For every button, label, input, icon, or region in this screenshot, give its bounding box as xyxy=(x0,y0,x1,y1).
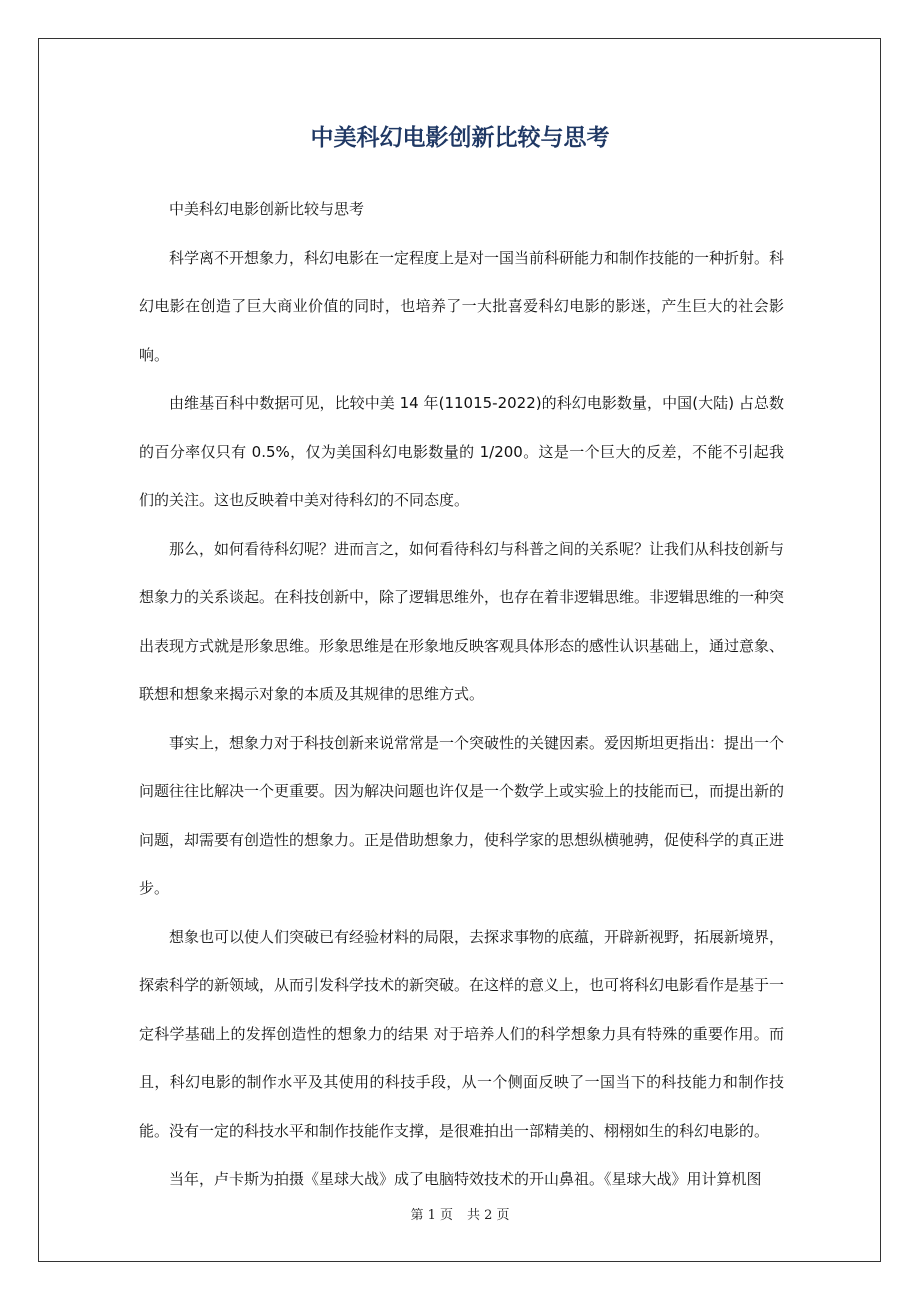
paragraph-4: 事实上，想象力对于科技创新来说常常是一个突破性的关键因素。爱因斯坦更指出：提出一个问题往往比解决一个更重要。因为解决问题也许仅是一个数学上或实验上的技能而已，而提出新的问题，却需要有创造性的想象力。正是借助想象力，使科学家的思想纵横驰骋，促使科学的真正进步。 xyxy=(139,733,785,897)
page-number: 第 1 页 xyxy=(410,1208,453,1223)
page-total: 共 2 页 xyxy=(467,1208,510,1223)
paragraph-5: 想象也可以使人们突破已有经验材料的局限，去探求事物的底蕴，开辟新视野，拓展新境界，探索科学的新领域，从而引发科学技术的新突破。在这样的意义上，也可将科幻电影看作是基于一定科学基础上的发挥创造性的想象力的结果 对于培养人们的科学想象力具有特殊的重要作用。而且，科幻电影的制作水平及其使用的科技手段，从一个侧面反映了一国当下的科技能力和制作技能。没有一定的科技水平和制作技能作支撑，是很难拍出一部精美的、栩栩如生的科幻电影的。 xyxy=(139,927,785,1140)
paragraph-6: 当年，卢卡斯为拍摄《星球大战》成了电脑特效技术的开山鼻祖。《星球大战》用计算机图 xyxy=(169,1170,762,1188)
page-footer xyxy=(0,1206,920,1226)
document-body xyxy=(139,185,784,1204)
paragraph-subtitle: 中美科幻电影创新比较与思考 xyxy=(169,200,365,218)
paragraph-3: 那么，如何看待科幻呢？进而言之，如何看待科幻与科普之间的关系呢？让我们从科技创新与想象力的关系谈起。在科技创新中，除了逻辑思维外，也存在着非逻辑思维。非逻辑思维的一种突出表现方式就是形象思维。形象思维是在形象地反映客观具体形态的感性认识基础上，通过意象、联想和想象来揭示对象的本质及其规律的思维方式。 xyxy=(139,539,785,703)
paragraph-1: 科学离不开想象力，科幻电影在一定程度上是对一国当前科研能力和制作技能的一种折射。科幻电影在创造了巨大商业价值的同时，也培养了一大批喜爱科幻电影的影迷，产生巨大的社会影响。 xyxy=(139,248,785,364)
paragraph-2: 由维基百科中数据可见，比较中美 14 年(11015-2022)的科幻电影数量，中国(大陆) 占总数的百分率仅只有 0.5%，仅为美国科幻电影数量的 1/200。这是一个巨大的反差，不能不引起我们的关注。这也反映着中美对待科幻的不同态度。 xyxy=(139,394,784,509)
document-title: 中美科幻电影创新比较与思考 xyxy=(310,125,610,151)
